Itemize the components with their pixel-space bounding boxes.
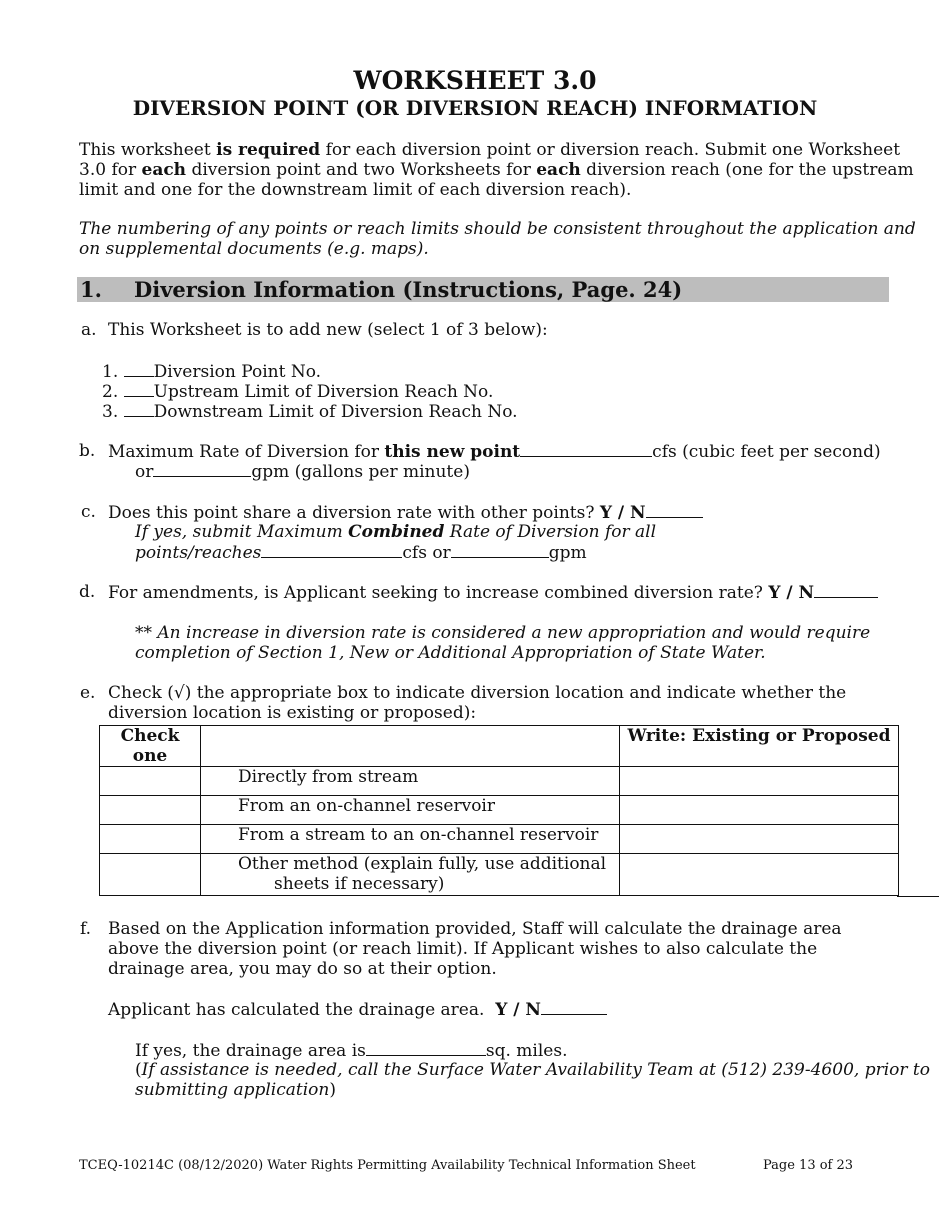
table-row: [100, 825, 899, 854]
share-rate-yn-blank[interactable]: [646, 502, 703, 518]
intro-line-2: 3.0 for each diversion point and two Worksheets for each diversion reach (one for the upstream: [79, 160, 914, 180]
method-cell: From a stream to an on-channel reservoir: [201, 825, 620, 854]
rate-gpm-blank[interactable]: [153, 461, 251, 477]
method-cell: From an on-channel reservoir: [201, 796, 620, 825]
diversion-location-table: [99, 725, 899, 896]
section-title: Diversion Information (Instructions, Page. 24): [134, 277, 683, 302]
item-e-text-2: diversion location is existing or proposed):: [108, 703, 477, 723]
table-row: [100, 767, 899, 796]
option-2-blank[interactable]: [124, 381, 154, 397]
check-cell[interactable]: [100, 854, 201, 896]
footer-page-number: Page 13 of 23: [763, 1158, 854, 1173]
table-row: [100, 854, 899, 896]
page-title: WORKSHEET 3.0: [353, 66, 597, 95]
footer-form-id: TCEQ-10214C (08/12/2020) Water Rights Permitting Availability Technical Information Sheet: [79, 1158, 696, 1173]
item-f-text-2: above the diversion point (or reach limit). If Applicant wishes to also calculate the: [108, 939, 818, 959]
item-a-letter: a.: [81, 320, 97, 340]
check-cell[interactable]: [100, 796, 201, 825]
item-f-text-1: Based on the Application information provided, Staff will calculate the drainage area: [108, 919, 842, 939]
status-cell[interactable]: [620, 796, 899, 825]
item-b-line-1: Maximum Rate of Diversion for this new point cfs (cubic feet per second): [108, 442, 881, 462]
status-cell[interactable]: [620, 825, 899, 854]
status-cell[interactable]: [620, 854, 899, 896]
item-f-assist-2: submitting application): [135, 1080, 336, 1100]
intro-note-2: on supplemental documents (e.g. maps).: [79, 239, 429, 259]
section-number: 1.: [80, 277, 102, 302]
calculated-yn-blank[interactable]: [541, 999, 607, 1015]
option-1: 1. Diversion Point No.: [102, 362, 322, 382]
item-f-assist-1: (If assistance is needed, call the Surface Water Availability Team at (512) 239-4600, prior to: [135, 1060, 930, 1080]
item-f-letter: f.: [80, 919, 92, 939]
page-subtitle: DIVERSION POINT (OR DIVERSION REACH) INFORMATION: [132, 96, 818, 120]
item-b-line-2: or gpm (gallons per minute): [135, 462, 470, 482]
combined-cfs-blank[interactable]: [261, 542, 402, 558]
drainage-area-blank[interactable]: [366, 1040, 486, 1056]
option-2: 2. Upstream Limit of Diversion Reach No.: [102, 382, 494, 402]
table-extension-line: [897, 896, 939, 897]
header-blank: [201, 726, 620, 767]
item-c-question: Does this point share a diversion rate with other points? Y / N: [108, 502, 703, 523]
item-d-letter: d.: [79, 582, 96, 602]
table-header-row: [100, 726, 899, 767]
section-header: [77, 277, 889, 302]
item-e-letter: e.: [80, 683, 96, 703]
item-f-area: If yes, the drainage area is sq. miles.: [135, 1041, 568, 1061]
item-c-letter: c.: [81, 502, 96, 522]
item-f-calculated: Applicant has calculated the drainage area. Y / N: [108, 999, 607, 1020]
method-cell: Directly from stream: [201, 767, 620, 796]
item-d-note-1: ** An increase in diversion rate is considered a new appropriation and would require: [135, 623, 871, 643]
table-row: [100, 796, 899, 825]
status-cell[interactable]: [620, 767, 899, 796]
increase-rate-yn-blank[interactable]: [814, 582, 878, 598]
option-1-blank[interactable]: [124, 361, 154, 377]
header-existing-proposed: Write: Existing or Proposed: [620, 726, 899, 767]
intro-line-1: This worksheet is required for each diversion point or diversion reach. Submit one Worksheet: [79, 140, 901, 160]
intro-line-3: limit and one for the downstream limit of each diversion reach).: [79, 180, 632, 200]
method-cell: Other method (explain fully, use additional sheets if necessary): [201, 854, 620, 896]
item-b-letter: b.: [79, 441, 96, 461]
intro-note-1: The numbering of any points or reach limits should be consistent throughout the application and: [79, 219, 916, 239]
check-cell[interactable]: [100, 767, 201, 796]
header-check-one: Check one: [100, 726, 201, 767]
item-d-question: For amendments, is Applicant seeking to increase combined diversion rate? Y / N: [108, 582, 878, 603]
item-f-text-3: drainage area, you may do so at their option.: [108, 959, 497, 979]
item-c-instruction-1: If yes, submit Maximum Combined Rate of Diversion for all: [135, 522, 657, 542]
item-a-text: This Worksheet is to add new (select 1 of 3 below):: [108, 320, 548, 340]
option-3-blank[interactable]: [124, 401, 154, 417]
rate-cfs-blank[interactable]: [520, 441, 652, 457]
item-c-instruction-2: points/reaches cfs or gpm: [135, 543, 587, 563]
combined-gpm-blank[interactable]: [451, 542, 549, 558]
check-cell[interactable]: [100, 825, 201, 854]
option-3: 3. Downstream Limit of Diversion Reach No.: [102, 402, 518, 422]
item-e-text-1: Check (√) the appropriate box to indicate diversion location and indicate whether the: [108, 683, 847, 703]
item-d-note-2: completion of Section 1, New or Additional Appropriation of State Water.: [135, 643, 766, 663]
